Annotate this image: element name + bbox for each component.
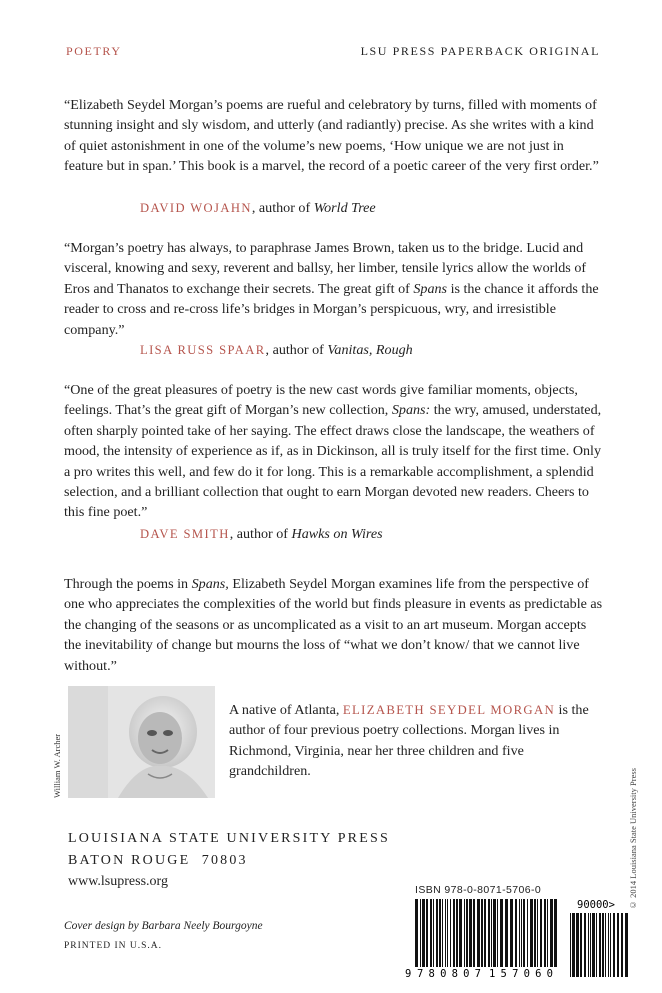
barcode-bar — [592, 913, 595, 977]
author-name: DAVE SMITH — [140, 527, 230, 541]
barcode-bar — [537, 899, 538, 967]
barcode-bar — [547, 899, 548, 967]
ean-first-digit: 9 — [405, 968, 412, 980]
blurb-smith: “One of the great pleasures of poetry is the new cast words give familiar moments, objects, feelings. That’s the great gift of Morgan’s new collection, Spans: the wry, amused, understated, often sharply pointed take of her saying. The effect draws close the landscape, the weathers of mood, the intensity of experience as if, as in Dickinson, all is truly itself for the first time. Only a pro writes this well, and few do it for long. This is a remarkable accomplishment, a splendid selection, and a brilliant collection that ought to earn Morgan devoted new readers. Cheers to this fine poet.” — [64, 382, 602, 521]
photo-credit: William W. Archer — [52, 733, 62, 798]
barcode-bar — [588, 913, 589, 977]
attribution-spaar: LISA RUSS SPAAR, author of Vanitas, Rough — [140, 342, 413, 358]
barcode-bar — [534, 899, 536, 967]
barcode-bar — [491, 899, 492, 967]
author-name: LISA RUSS SPAAR — [140, 343, 266, 357]
barcode-bar — [613, 913, 615, 977]
barcode-bar — [610, 913, 611, 977]
barcode-bar — [599, 913, 601, 977]
work-title: Hawks on Wires — [291, 526, 383, 542]
barcode-bar — [497, 899, 498, 967]
barcode-bar — [445, 899, 446, 967]
barcode-bar — [617, 913, 619, 977]
barcode-bar — [505, 899, 508, 967]
barcode-bar — [550, 899, 553, 967]
barcode-bar — [493, 899, 496, 967]
publisher-url[interactable]: www.lsupress.org — [68, 874, 168, 889]
barcode-bar — [453, 899, 455, 967]
barcode-bar — [570, 913, 571, 977]
barcode-bar — [488, 899, 490, 967]
barcode-bar — [420, 899, 421, 967]
book-description: Through the poems in Spans, Elizabeth Seydel Morgan examines life from the perspective of one who appreciates the complexities of the world but finds pleasure in events as predictable as the changing of the seasons or as uncomplicated as a visit to an art museum. Morgan accepts the inevitability of change but mourns the loss of “what we don’t know/ that we cannot live without.” — [64, 576, 603, 674]
barcode-bar — [477, 899, 480, 967]
barcode-bar — [515, 899, 517, 967]
printed-in: PRINTED IN U.S.A. — [64, 941, 163, 951]
barcode-bar — [596, 913, 597, 977]
publisher-address: BATON ROUGE 70803 — [68, 853, 248, 868]
publisher-name: LOUISIANA STATE UNIVERSITY PRESS — [68, 831, 390, 846]
barcode-bar — [415, 899, 418, 967]
barcode-bar — [473, 899, 475, 967]
barcode-bar — [580, 913, 582, 977]
isbn-label: ISBN 978-0-8071-5706-0 — [415, 884, 542, 896]
barcode-bar — [447, 899, 448, 967]
barcode-bar — [481, 899, 483, 967]
ean-bars — [415, 899, 557, 967]
author-name: DAVID WOJAHN — [140, 201, 252, 215]
barcode-bar — [625, 913, 628, 977]
barcode-bar — [469, 899, 472, 967]
bio-author-name: ELIZABETH SEYDEL MORGAN — [342, 703, 556, 717]
barcode-bar — [500, 899, 503, 967]
barcode-bar — [519, 899, 520, 967]
barcode-bar — [608, 913, 609, 977]
barcode-bar — [621, 913, 623, 977]
category-label: POETRY — [66, 44, 122, 58]
barcode-bar — [450, 899, 451, 967]
barcode-bar — [590, 913, 591, 977]
isbn-barcode — [405, 897, 635, 981]
barcode-bar — [464, 899, 465, 967]
barcode-bar — [426, 899, 428, 967]
barcode-bar — [439, 899, 441, 967]
attribution-smith: DAVE SMITH, author of Hawks on Wires — [140, 526, 383, 542]
barcode-bar — [527, 899, 528, 967]
barcode-bar — [422, 899, 425, 967]
work-title: Vanitas, Rough — [327, 342, 413, 358]
barcode-bar — [523, 899, 525, 967]
author-photo — [68, 686, 215, 798]
barcode-bar — [602, 913, 604, 977]
barcode-bar — [521, 899, 522, 967]
edition-label: LSU PRESS PAPERBACK ORIGINAL — [360, 44, 600, 58]
ean-left-digits: 780807 — [417, 968, 481, 980]
barcode-bar — [584, 913, 586, 977]
copyright-notice: © 2014 Louisiana State University Press — [628, 768, 638, 910]
barcode-bar — [540, 899, 542, 967]
price-code: 90000> — [577, 899, 615, 911]
blurb-spaar: “Morgan’s poetry has always, to paraphrase James Brown, taken us to the bridge. Lucid and visceral, knowing and sexy, reverent and ballsy, her limber, tensile lyrics allow the worlds of Eros and Thanatos to exchange their secrets. The great gift of Spans is the chance it affords the reader to cross and re-cross life’s bridges in Morgan’s perspicuous, wry, and irresistible company.” — [64, 240, 599, 338]
barcode-bar — [484, 899, 486, 967]
barcode-bar — [433, 899, 434, 967]
cover-design-credit: Cover design by Barbara Neely Bourgoyne — [64, 920, 263, 932]
price-addon-bars — [570, 913, 628, 977]
author-bio: A native of Atlanta, ELIZABETH SEYDEL MORGAN is the author of four previous poetry collections. Morgan lives in Richmond, Virginia, near her three children and five grandchildren. — [229, 702, 589, 780]
author-portrait-icon — [68, 686, 215, 798]
barcode-bar — [430, 899, 432, 967]
blurb-wojahn: “Elizabeth Seydel Morgan’s poems are rueful and celebratory by turns, filled with moments of stunning insight and sly wisdom, and utterly (and radiantly) precise. As she writes with a kind of quiet astonishment in one of the volume’s new poems, ‘How unique we are not just in feature but in span.’ This book is a marvel, the record of a poetic career of the very first order.” — [64, 97, 599, 175]
barcode-bar — [605, 913, 606, 977]
work-title: World Tree — [313, 200, 376, 216]
barcode-bar — [456, 899, 458, 967]
barcode-bar — [442, 899, 443, 967]
barcode-bar — [544, 899, 546, 967]
barcode-bar — [554, 899, 557, 967]
ean-right-digits: 157060 — [489, 968, 553, 980]
attribution-wojahn: DAVID WOJAHN, author of World Tree — [140, 200, 376, 216]
barcode-bar — [459, 899, 462, 967]
barcode-bar — [436, 899, 438, 967]
barcode-bar — [466, 899, 468, 967]
barcode-bar — [576, 913, 579, 977]
barcode-bar — [530, 899, 533, 967]
barcode-bar — [510, 899, 513, 967]
barcode-bar — [572, 913, 575, 977]
